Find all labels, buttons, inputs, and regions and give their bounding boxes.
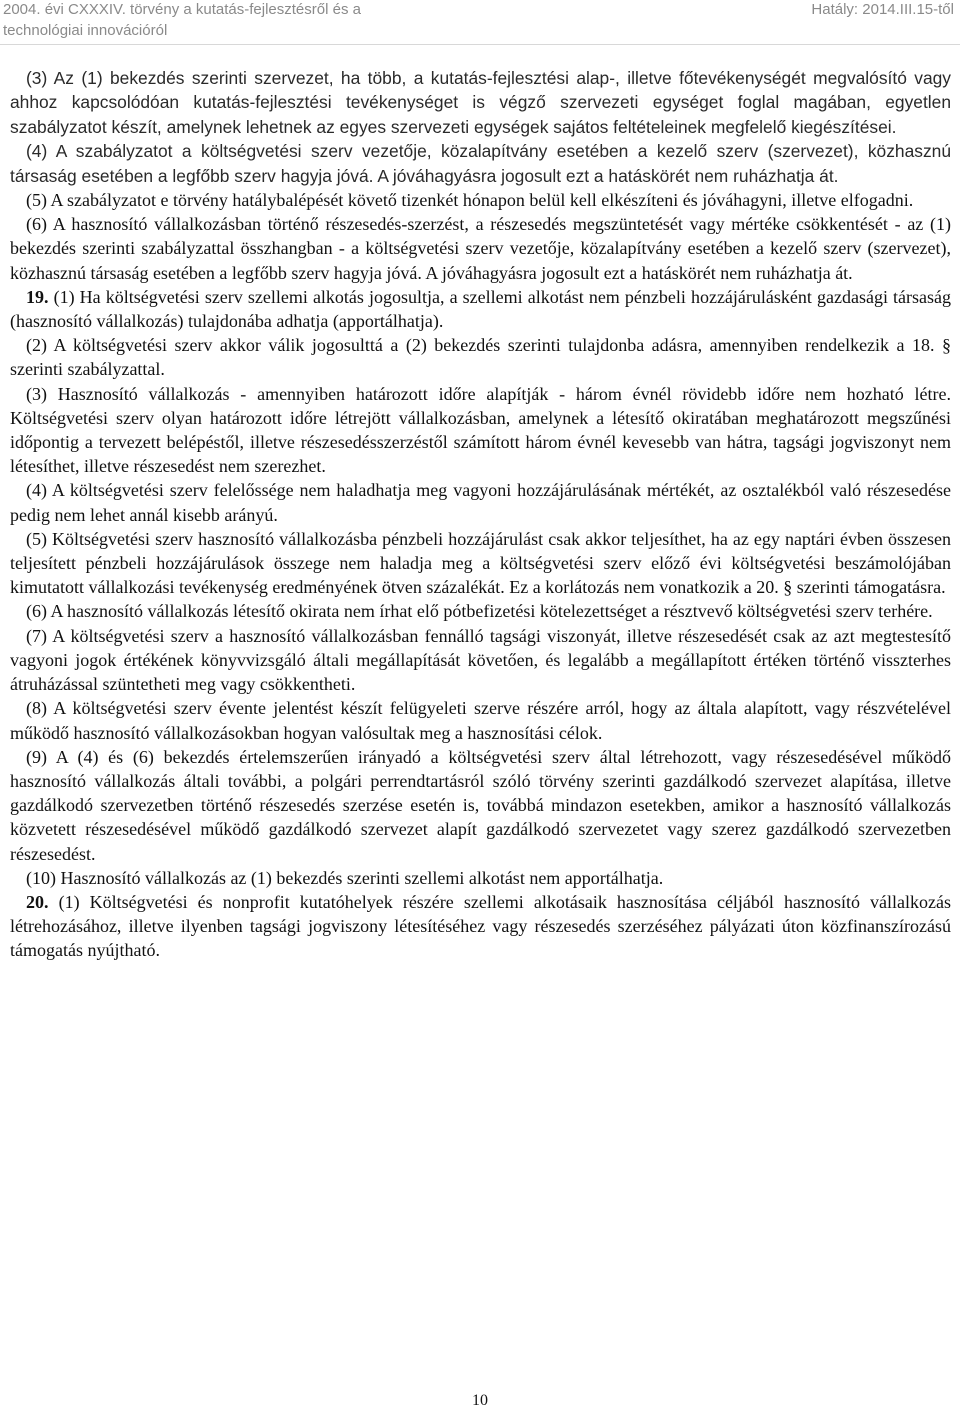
- section-number-19: 19.: [26, 286, 49, 307]
- header-divider: [0, 44, 960, 45]
- document-body: [10, 66, 951, 963]
- section-19-paragraph-1: [10, 285, 951, 333]
- paragraph-18-3: (3) Az (1) bekezdés szerinti szervezet, ha több, a kutatás-fejlesztési alap-, illetve főtevékenységét megvalósító vagy ahhoz kapcsolódóan kutatás-fejlesztési tevékenységet is végző szervezeti egységet foglal magában, egyetlen szabályzatot készít, amelynek lehetnek az egyes szervezeti egységek sajátos feltételeinek megfelelő kiegészítései.: [10, 68, 951, 137]
- paragraph-19-6: (6) A hasznosító vállalkozás létesítő okirata nem írhat elő pótbefizetési kötelezettséget a résztvevő költségvetési szerv terhére.: [26, 601, 933, 622]
- header-law-title-line-1: 2004. évi CXXXIV. törvény a kutatás-fejlesztésről és a: [3, 1, 361, 18]
- paragraph-19-8: (8) A költségvetési szerv évente jelentést készít felügyeleti szerve részére arról, hogy az általa alapított, vagy részvételével működő hasznosító vállalkozásokban hogyan valósultak meg a hasznosítási célok.: [10, 698, 951, 743]
- paragraph-19-3: (3) Hasznosító vállalkozás - amennyiben határozott időre alapítják - három évnél rövidebb időre nem hozható létre. Költségvetési szerv olyan határozott időre létrejött vállalkozásban, amelynek a létesítő okiratában meghatározott megszűnési időpontig a tervezett belépéstől, illetve részesedésszerzéstől számított három évnél kevesebb van hátra, tagsági jogviszonyt nem létesíthet, illetve részesedést nem szerezhet.: [10, 383, 951, 477]
- paragraph-19-9: (9) A (4) és (6) bekezdés értelemszerűen irányadó a költségvetési szerv által létrehozott, vagy részesedésével működő hasznosító vállalkozás általi további, a polgári perrendtartásról szóló törvény szerinti gazdálkodó szervezet alapítása, illetve gazdálkodó szervezetben történő részesedés szerzése esetén is, továbbá mindazon esetekben, amikor a hasznosító vállalkozás közvetett részesedésével működő gazdálkodó szervezet alapít gazdálkodó szervezetet vagy szerez gazdálkodó szervezetben részesedést.: [10, 746, 951, 864]
- page-header: [0, 0, 960, 46]
- section-20-paragraph-1: [10, 890, 951, 963]
- header-effective-date: Hatály: 2014.III.15-től: [811, 1, 954, 18]
- header-law-title-line-2: technológiai innovációról: [3, 22, 168, 39]
- page-number: 10: [472, 1392, 488, 1409]
- paragraph-19-10: (10) Hasznosító vállalkozás az (1) bekezdés szerinti szellemi alkotást nem apportálhatja.: [26, 867, 664, 888]
- paragraph-18-6: (6) A hasznosító vállalkozásban történő részesedés-szerzést, a részesedés megszüntetését vagy mértéke csökkentését - az (1) bekezdés szerinti szabályzattal összhangban - a költségvetési szerv vezetője, közalapítvány esetében a kezelő szerv (szervezet), közhasznú társaság esetében a legfőbb szerv hagyja jóvá. A jóváhagyásra jogosult ezt a hatáskörét nem ruházhatja át.: [10, 214, 951, 283]
- paragraph-18-4: (4) A szabályzatot a költségvetési szerv vezetője, közalapítvány esetében a kezelő szerv (szervezet), közhasznú társaság esetében a legfőbb szerv hagyja jóvá. A jóváhagyásra jogosult ezt a hatáskörét nem ruházhatja át.: [10, 141, 951, 186]
- paragraph-19-2: (2) A költségvetési szerv akkor válik jogosulttá a (2) bekezdés szerinti tulajdonba adásra, amennyiben rendelkezik a 18. § szerinti szabályzattal.: [10, 335, 951, 380]
- paragraph-19-5: (5) Költségvetési szerv hasznosító vállalkozásba pénzbeli hozzájárulást csak akkor teljesíthet, ha az egy naptári évben összesen teljesített pénzbeli hozzájárulások összege nem haladja meg a költségvetési szerv előző évi költségvetési beszámolójában kimutatott vállalkozási tevékenység eredményének ötven százalékát. Ez a korlátozás nem vonatkozik a 20. § szerinti támogatásra.: [10, 528, 951, 598]
- paragraph-19-4: (4) A költségvetési szerv felelőssége nem haladhatja meg vagyoni hozzájárulásának mértékét, az osztalékból való részesedése pedig nem lehet annál kisebb arányú.: [10, 480, 951, 525]
- section-number-20: 20.: [26, 891, 49, 912]
- section-20-paragraph-1-text: (1) Költségvetési és nonprofit kutatóhelyek részére szellemi alkotásaik hasznosítása céljából hasznosító vállalkozás létrehozásához, illetve ilyenben tagsági jogviszony létesítéséhez vagy részesedés szerzéséhez pályázati úton közfinanszírozású támogatás nyújtható.: [10, 891, 952, 961]
- paragraph-19-7: (7) A költségvetési szerv a hasznosító vállalkozásban fennálló tagsági viszonyát, illetve részesedését csak az azt megtestesítő vagyoni jogok értékének könyvvizsgáló általi megállapítását követően, és legalább a megállapított értéken történő visszterhes átruházással szüntetheti meg vagy csökkentheti.: [10, 625, 951, 695]
- paragraph-18-5: (5) A szabályzatot e törvény hatálybalépését követő tizenkét hónapon belül kell elkészíteni és jóváhagyni, illetve elfogadni.: [26, 190, 914, 211]
- section-19-paragraph-1-text: (1) Ha költségvetési szerv szellemi alkotás jogosultja, a szellemi alkotást nem pénzbeli hozzájárulásként gazdasági társaság (hasznosító vállalkozás) tulajdonába adhatja (apportálhatja).: [10, 286, 951, 332]
